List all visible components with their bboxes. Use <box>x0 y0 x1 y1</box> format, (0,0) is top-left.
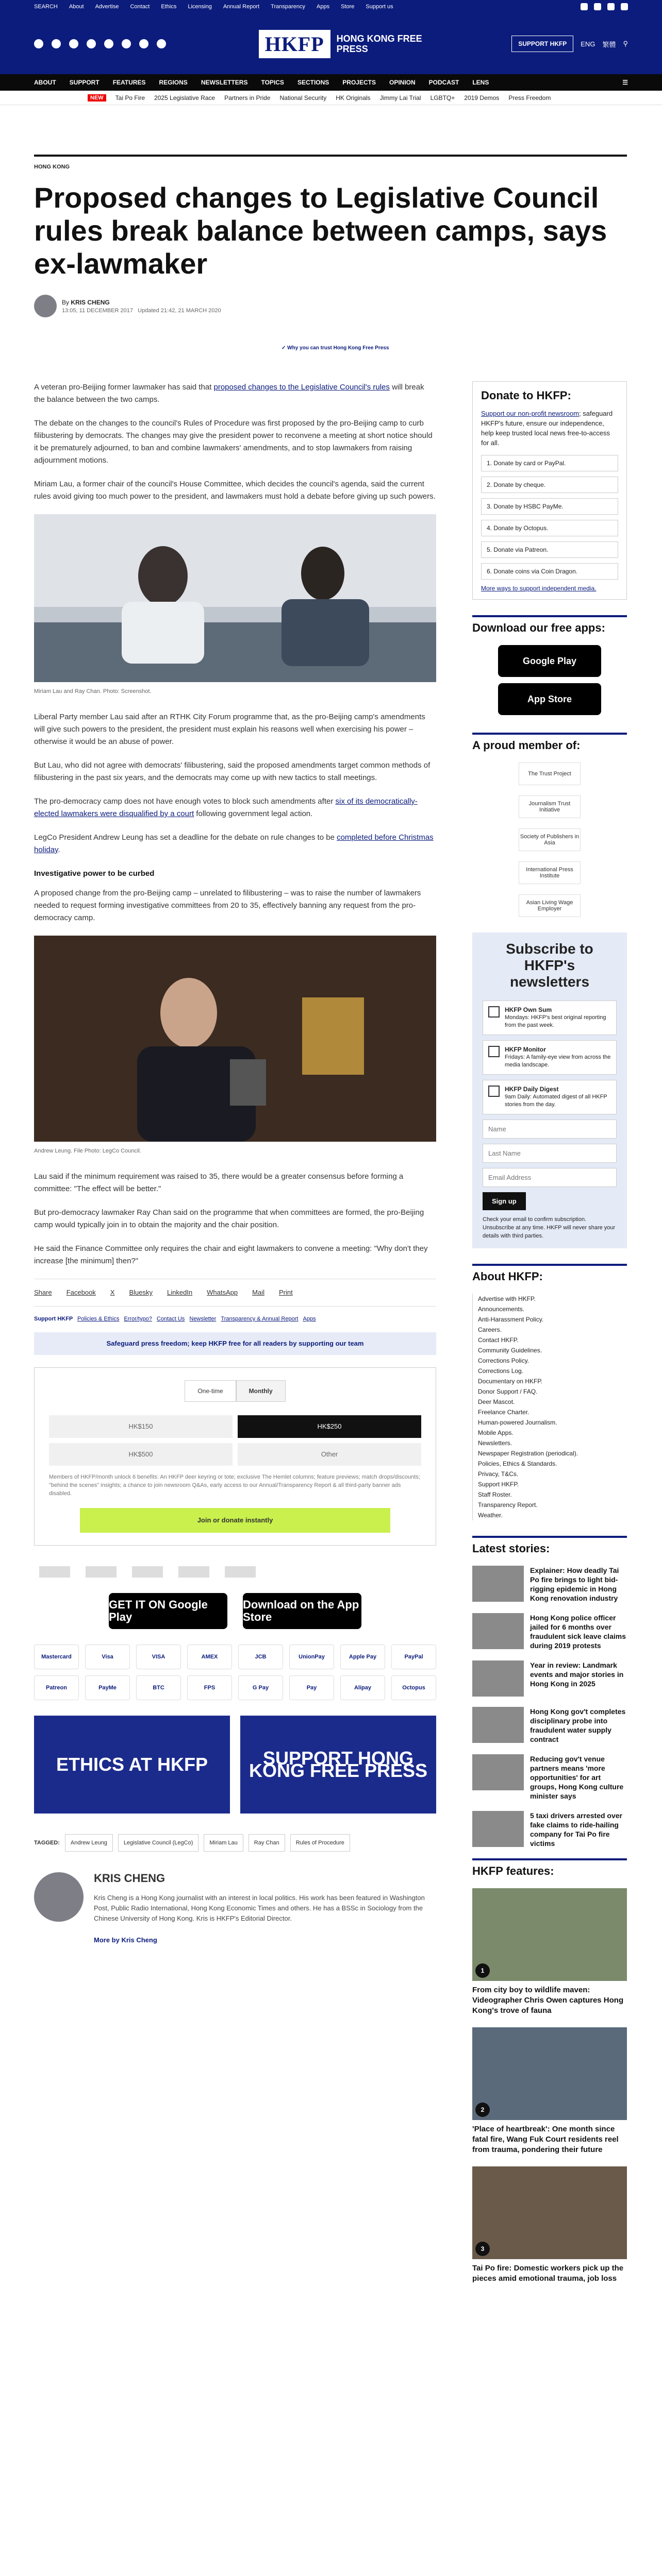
about-box <box>472 1264 627 1520</box>
paragraph: The pro-democracy camp does not have enough votes to block such amendments after six of its democratically-elected lawmakers were disqualified by a court following government legal action. <box>34 797 418 818</box>
donate-option[interactable]: 3. Donate by HSBC PayMe. <box>481 498 618 515</box>
donate-text: Support our non-profit newsroom; safeguard HKFP's future, ensure our independence, help keep trusted local news free-to-access for all. <box>481 410 613 447</box>
story-item[interactable]: Year in review: Landmark events and major stories in Hong Kong in 2025 <box>472 1660 627 1697</box>
facebook-icon[interactable] <box>581 3 588 10</box>
app-store-badge[interactable]: App Store <box>498 683 601 715</box>
topbar-about[interactable]: About <box>69 4 84 10</box>
newsletter-option[interactable]: HKFP Own Sum Mondays: HKFP's best original reporting from the past week. <box>483 1001 617 1035</box>
topbar-apps[interactable]: Apps <box>317 4 330 10</box>
story-item[interactable]: Explainer: How deadly Tai Po fire brings to light bid-rigging epidemic in Hong Kong renovation industry <box>472 1566 627 1603</box>
about-link[interactable]: Privacy, T&Cs. <box>478 1470 519 1478</box>
story-item[interactable]: Hong Kong gov't completes disciplinary probe into fraudulent water supply contract <box>472 1707 627 1744</box>
donate-option[interactable]: 2. Donate by cheque. <box>481 477 618 493</box>
checkbox[interactable] <box>488 1086 500 1097</box>
photo-lau-chan <box>34 514 436 682</box>
donate-option[interactable]: 1. Donate by card or PayPal. <box>481 455 618 471</box>
nav-podcast[interactable]: PODCAST <box>428 79 459 86</box>
subnav-item[interactable]: Tai Po Fire <box>115 94 145 101</box>
bio-text: Kris Cheng is a Hong Kong journalist with an interest in local politics. His work has been featured in Washington Post, Public Radio International, Hong Kong Economic Times and others. He has a BSSc in Sociology from the Chinese University of Hong Kong. Kris is HKFP's Editorial Director. <box>94 1894 425 1922</box>
subnav-item[interactable]: 2025 Legislative Race <box>154 94 216 101</box>
tag[interactable]: Miriam Lau <box>204 1834 243 1852</box>
about-link[interactable]: Human-powered Journalism. <box>478 1419 557 1426</box>
subnav-item[interactable]: Jimmy Lai Trial <box>379 94 421 101</box>
topbar-licensing[interactable]: Licensing <box>188 4 212 10</box>
tag[interactable]: Legislative Council (LegCo) <box>118 1834 199 1852</box>
article-photo <box>34 936 436 1142</box>
google-play-badge[interactable]: Google Play <box>498 645 601 677</box>
about-link[interactable]: Support HKFP. <box>478 1481 519 1488</box>
payment-logo: FPS <box>187 1675 232 1700</box>
story-item[interactable]: Reducing gov't venue partners means 'more opportunities' for art groups, Hong Kong culture minister says <box>472 1754 627 1801</box>
error-link[interactable]: Error/typo? <box>124 1316 152 1322</box>
last-name-field[interactable] <box>483 1144 617 1163</box>
feature-image <box>472 2166 627 2259</box>
topbar-contact[interactable]: Contact <box>130 4 150 10</box>
member-logo[interactable]: Society of Publishers in Asia <box>519 828 581 851</box>
donate-option[interactable]: 5. Donate via Patreon. <box>481 541 618 558</box>
sub-nav <box>0 91 662 105</box>
avatar <box>34 1872 84 1922</box>
payment-logo: Apple Pay <box>340 1645 385 1669</box>
payment-logo: PayPal <box>391 1645 436 1669</box>
nav-regions[interactable]: REGIONS <box>159 79 188 86</box>
apps-link[interactable]: Apps <box>303 1316 316 1322</box>
donate-title: Donate to HKFP: <box>481 389 571 402</box>
author-bio <box>34 1872 436 1957</box>
inline-link[interactable]: proposed changes to the Legislative Council's rules <box>213 383 390 392</box>
search-icon[interactable]: ⚲ <box>623 40 628 47</box>
frequency-toggle <box>49 1380 421 1402</box>
donate-option[interactable]: 6. Donate coins via Coin Dragon. <box>481 563 618 580</box>
member-logo[interactable]: Asian Living Wage Employer <box>519 894 581 917</box>
subnav-item[interactable]: Press Freedom <box>508 94 551 101</box>
tag[interactable]: Andrew Leung <box>65 1834 113 1852</box>
amount-option[interactable]: HK$150 <box>49 1415 233 1438</box>
newsletter-signup <box>472 933 627 1248</box>
feature-image <box>472 1888 627 1981</box>
photo-caption: Miriam Lau and Ray Chan. Photo: Screenshot. <box>34 688 152 694</box>
policies-link[interactable]: Policies & Ethics <box>77 1316 120 1322</box>
logo-text: HONG KONG FREE PRESS <box>336 33 422 54</box>
support-hkfp-button[interactable]: SUPPORT HKFP <box>511 36 573 52</box>
tag[interactable]: Ray Chan <box>249 1834 285 1852</box>
about-link[interactable]: Documentary on HKFP. <box>478 1378 543 1385</box>
share-mail[interactable]: Mail <box>252 1289 264 1296</box>
youtube-icon[interactable] <box>621 3 628 10</box>
subheading: Investigative power to be curbed <box>34 869 155 878</box>
app-badges <box>472 645 627 715</box>
x-icon[interactable] <box>594 3 601 10</box>
newsletter-title: Subscribe to HKFP's newsletters <box>506 941 593 990</box>
amount-option[interactable]: Other <box>238 1443 421 1466</box>
subnav-item[interactable]: HK Originals <box>336 94 371 101</box>
about-link[interactable]: Mobile Apps. <box>478 1429 514 1436</box>
ipi-logo <box>178 1566 209 1578</box>
about-link[interactable]: Deer Mascot. <box>478 1398 515 1405</box>
payment-logo: PayMe <box>85 1675 130 1700</box>
tag[interactable]: Rules of Procedure <box>290 1834 350 1852</box>
publish-date: 13:05, 11 DECEMBER 2017 <box>62 307 133 314</box>
tab-monthly[interactable]: Monthly <box>236 1380 286 1402</box>
story-thumbnail <box>472 1613 524 1649</box>
newsletter-option[interactable]: HKFP Monitor Fridays: A family-eye view from across the media landscape. <box>483 1040 617 1075</box>
google-play-badge[interactable]: GET IT ON Google Play <box>109 1593 227 1629</box>
donate-box <box>472 381 627 600</box>
linkedin-icon[interactable] <box>122 39 131 48</box>
feature-item[interactable]: 1 From city boy to wildlife maven: Videographer Chris Owen captures Hong Kong's trove of fauna <box>472 1888 627 2016</box>
byline <box>34 295 627 317</box>
about-link[interactable]: Donor Support / FAQ. <box>478 1388 538 1395</box>
about-title: About HKFP: <box>472 1264 627 1283</box>
about-link[interactable]: Policies, Ethics & Standards. <box>478 1460 557 1467</box>
store-badges <box>34 1593 436 1629</box>
divider <box>34 155 627 157</box>
trust-project-logo <box>39 1566 70 1578</box>
app-store-badge[interactable]: Download on the App Store <box>243 1593 361 1629</box>
article-category[interactable]: HONG KONG <box>34 164 70 170</box>
facebook-icon[interactable] <box>34 39 43 48</box>
share-whatsapp[interactable]: WhatsApp <box>207 1289 238 1296</box>
about-link[interactable]: Careers. <box>478 1326 502 1333</box>
amount-options <box>49 1415 421 1466</box>
about-link[interactable]: Announcements. <box>478 1306 525 1313</box>
article-photo <box>34 514 436 682</box>
subnav-item[interactable]: 2019 Demos <box>464 94 500 101</box>
latest-title: Latest stories: <box>472 1536 627 1555</box>
about-link[interactable]: Weather. <box>478 1512 503 1519</box>
trust-text: Why you can trust Hong Kong Free Press <box>287 345 389 351</box>
topbar-store[interactable]: Store <box>341 4 355 10</box>
member-logo[interactable]: International Press Institute <box>519 861 581 884</box>
more-ways-link[interactable]: More ways to support independent media. <box>481 585 597 592</box>
share-print[interactable]: Print <box>278 1289 293 1296</box>
payment-logo: Pay <box>289 1675 334 1700</box>
feature-item[interactable]: 3 Tai Po fire: Domestic workers pick up the pieces amid emotional trauma, job loss <box>472 2166 627 2284</box>
photo-andrew-leung <box>34 936 436 1142</box>
donation-widget <box>34 1367 436 1546</box>
nav-lens[interactable]: LENS <box>472 79 489 86</box>
subnav-item[interactable]: LGBTQ+ <box>430 94 455 101</box>
sidebar <box>472 381 627 2295</box>
nav-sections[interactable]: SECTIONS <box>297 79 329 86</box>
payment-logo: Patreon <box>34 1675 79 1700</box>
newsletter-link[interactable]: Newsletter <box>189 1316 217 1322</box>
youtube-icon[interactable] <box>87 39 96 48</box>
about-link[interactable]: Anti-Harassment Policy. <box>478 1316 544 1323</box>
masthead <box>0 13 662 74</box>
payment-logo: JCB <box>238 1645 283 1669</box>
support-promo[interactable]: SUPPORT HONG KONG FREE PRESS <box>240 1716 436 1814</box>
features-title: HKFP features: <box>472 1858 627 1878</box>
member-title: A proud member of: <box>472 733 627 752</box>
nav-support[interactable]: SUPPORT <box>69 79 100 86</box>
paragraph: LegCo President Andrew Leung has set a deadline for the debate on rule changes to be completed before Christmas holiday. <box>34 833 434 854</box>
join-donate-button[interactable]: Join or donate instantly <box>80 1508 390 1533</box>
feature-number: 2 <box>475 2103 490 2117</box>
main-nav <box>0 74 662 91</box>
donation-note: Members of HKFP/month unlock 6 benefits: An HKFP deer keyring or tote; exclusive The Hemlet columns; feature previews; match drops/discounts; "behind the scenes" insights; a chance to join newsroom Q&As, early access to our Annual/Transparency Report & all third-party banner ads disabled. <box>49 1474 420 1497</box>
paragraph: Liberal Party member Lau said after an RTHK City Forum programme that, as the pro-Beijing camp's amendments will give such powers to the president, the president must explain his reasons well when exercising his power – otherwise it would be an abuse of power. <box>34 713 425 746</box>
contact-link[interactable]: Contact Us <box>156 1316 185 1322</box>
member-logos <box>472 762 627 917</box>
paragraph: A veteran pro-Beijing former lawmaker has said that proposed changes to the Legislative Council's rules will break the balance between the two camps. <box>34 383 424 404</box>
inline-link[interactable]: six of its democratically-elected lawmakers were disqualified by a court <box>34 797 418 818</box>
more-by-author-link[interactable]: More by Kris Cheng <box>94 1936 157 1944</box>
nav-newsletters[interactable]: NEWSLETTERS <box>201 79 248 86</box>
checkbox[interactable] <box>488 1046 500 1057</box>
payment-logo: VISA <box>136 1645 181 1669</box>
story-item[interactable]: Hong Kong police officer jailed for 6 months over fraudulent sick leave claims during 2019 protests <box>472 1613 627 1650</box>
transparency-link[interactable]: Transparency & Annual Report <box>221 1316 299 1322</box>
about-link[interactable]: Corrections Log. <box>478 1367 524 1375</box>
menu-icon[interactable]: ☰ <box>622 79 628 86</box>
promo-banners <box>34 1716 436 1814</box>
lang-chinese[interactable]: 繁體 <box>602 40 616 48</box>
features-list <box>472 1858 627 2284</box>
paragraph: But pro-democracy lawmaker Ray Chan said on the programme that when committees are formed, the pro-Beijing camp would typically join in to obtain the majority and the chair position. <box>34 1208 424 1229</box>
share-bluesky[interactable]: Bluesky <box>129 1289 153 1296</box>
payment-logo: Alipay <box>340 1675 385 1700</box>
footer-links <box>34 1313 436 1325</box>
about-link[interactable]: Community Guidelines. <box>478 1347 542 1354</box>
about-link[interactable]: Advertise with HKFP. <box>478 1295 536 1302</box>
article-wrap <box>34 155 627 2283</box>
member-logo[interactable]: Journalism Trust Initiative <box>519 795 581 818</box>
feature-number: 3 <box>475 2242 490 2256</box>
checkbox[interactable] <box>488 1006 500 1018</box>
updated-date: Updated 21:42, 21 MARCH 2020 <box>138 307 221 314</box>
paragraph: The debate on the changes to the council's Rules of Procedure was first proposed by the pro-Beijing camp to curb filibustering by democrats. The changes may give the president power to reconvene a meeting at short notice should it be prematurely adjourned, to ban and combine lawmakers' amendments, and to stop lawmakers from raising adjournment motions. <box>34 419 433 465</box>
subnav-item[interactable]: Partners in Pride <box>224 94 271 101</box>
amount-option-selected[interactable]: HK$250 <box>238 1415 421 1438</box>
byline-prefix: By <box>62 298 70 306</box>
about-link[interactable]: Freelance Charter. <box>478 1409 529 1416</box>
share-x[interactable]: X <box>110 1289 115 1296</box>
tagged-label: TAGGED: <box>34 1840 60 1846</box>
paragraph: He said the Finance Committee only requires the chair and eight lawmakers to convene a meeting: "Why don't they increase [the minimum] then?" <box>34 1244 428 1265</box>
share-facebook[interactable]: Facebook <box>66 1289 96 1296</box>
donate-link[interactable]: Support our non-profit newsroom <box>481 410 580 417</box>
member-logo[interactable]: The Trust Project <box>519 762 581 785</box>
about-link[interactable]: Newspaper Registration (periodical). <box>478 1450 578 1457</box>
payment-methods <box>34 1645 436 1700</box>
author-name[interactable]: KRIS CHENG <box>71 298 110 306</box>
feature-item[interactable]: 2 'Place of heartbreak': One month since fatal fire, Wang Fuk Court residents reel from trauma, pondering their future <box>472 2027 627 2155</box>
sopa-logo <box>132 1566 163 1578</box>
photo-caption: Andrew Leung. File Photo: LegCo Council. <box>34 1148 141 1154</box>
bio-name[interactable]: KRIS CHENG <box>94 1872 166 1885</box>
new-badge: NEW <box>88 94 106 101</box>
story-thumbnail <box>472 1707 524 1743</box>
payment-logo: G Pay <box>238 1675 283 1700</box>
newsletter-note: Check your email to confirm subscription. Unsubscribe at any time. HKFP will never share your details with third parties. <box>483 1216 616 1239</box>
story-item[interactable]: 5 taxi drivers arrested over fake claims to ride-hailing company for Tai Po fire victims <box>472 1811 627 1848</box>
nav-features[interactable]: FEATURES <box>112 79 146 86</box>
living-wage-logo <box>225 1566 256 1578</box>
support-link[interactable]: Support HKFP <box>34 1316 73 1322</box>
payment-logo: AMEX <box>187 1645 232 1669</box>
telegram-icon[interactable] <box>139 39 148 48</box>
payment-logo: Visa <box>85 1645 130 1669</box>
story-thumbnail <box>472 1811 524 1847</box>
site-logo[interactable] <box>259 30 440 58</box>
top-bar <box>0 0 662 13</box>
instagram-icon[interactable] <box>69 39 78 48</box>
threads-icon[interactable] <box>104 39 113 48</box>
nav-topics[interactable]: TOPICS <box>261 79 284 86</box>
share-label[interactable]: Share <box>34 1289 52 1296</box>
amount-option[interactable]: HK$500 <box>49 1443 233 1466</box>
about-link[interactable]: Contact HKFP. <box>478 1336 519 1344</box>
topbar-advertise[interactable]: Advertise <box>95 4 119 10</box>
partner-logos <box>34 1566 436 1578</box>
name-field[interactable] <box>483 1120 617 1139</box>
email-field[interactable] <box>483 1168 617 1187</box>
lang-english[interactable]: ENG <box>581 40 595 48</box>
apps-title: Download our free apps: <box>472 615 627 635</box>
nav-about[interactable]: ABOUT <box>34 79 56 86</box>
feature-image <box>472 2027 627 2120</box>
signup-button[interactable]: Sign up <box>483 1192 526 1210</box>
topbar-support[interactable]: Support us <box>366 4 393 10</box>
payment-logo: UnionPay <box>289 1645 334 1669</box>
newsletter-option[interactable]: HKFP Daily Digest 9am Daily: Automated digest of all HKFP stories from the day. <box>483 1080 617 1114</box>
logo-mark: HKFP <box>259 30 330 58</box>
payment-logo: Octopus <box>391 1675 436 1700</box>
avatar <box>34 295 57 317</box>
article-body <box>34 381 436 1957</box>
latest-stories <box>472 1536 627 1848</box>
jti-logo <box>86 1566 117 1578</box>
support-banner[interactable]: Safeguard press freedom; keep HKFP free for all readers by supporting our team <box>34 1332 436 1355</box>
tab-one-time[interactable]: One-time <box>185 1380 236 1402</box>
topbar-ethics[interactable]: Ethics <box>161 4 177 10</box>
topbar-annual-report[interactable]: Annual Report <box>223 4 260 10</box>
ethics-promo[interactable]: ETHICS AT HKFP <box>34 1716 230 1814</box>
payment-logo: BTC <box>136 1675 181 1700</box>
story-thumbnail <box>472 1660 524 1697</box>
share-linkedin[interactable]: LinkedIn <box>167 1289 193 1296</box>
feature-number: 1 <box>475 1963 490 1978</box>
about-link[interactable]: Transparency Report. <box>478 1501 538 1509</box>
story-thumbnail <box>472 1566 524 1602</box>
trust-link[interactable]: ✓ Why you can trust Hong Kong Free Press <box>282 345 389 351</box>
nav-opinion[interactable]: OPINION <box>389 79 416 86</box>
subnav-item[interactable]: National Security <box>279 94 327 101</box>
share-bar <box>34 1279 436 1307</box>
rss-icon[interactable] <box>157 39 166 48</box>
about-link[interactable]: Corrections Policy. <box>478 1357 529 1364</box>
about-link[interactable]: Newsletters. <box>478 1439 512 1447</box>
about-link[interactable]: Staff Roster. <box>478 1491 512 1498</box>
paragraph: A proposed change from the pro-Beijing camp – unrelated to filibustering – was to raise the number of lawmakers needed to request forming investigative committees from 20 to 35, effectively banning any request from the pro-democracy camp. <box>34 889 421 922</box>
tag-list <box>34 1834 436 1852</box>
article-title: Proposed changes to Legislative Council rules break balance between camps, says ex-lawmaker <box>34 181 607 280</box>
payment-logo: Mastercard <box>34 1645 79 1669</box>
topbar-search[interactable]: SEARCH <box>34 4 58 10</box>
inline-link[interactable]: completed before Christmas holiday <box>34 833 434 854</box>
nav-projects[interactable]: PROJECTS <box>342 79 376 86</box>
donate-option[interactable]: 4. Donate by Octopus. <box>481 520 618 536</box>
x-icon[interactable] <box>52 39 61 48</box>
instagram-icon[interactable] <box>607 3 615 10</box>
paragraph: But Lau, who did not agree with democrats' filibustering, said the proposed amendments target common methods of filibustering in the past six years, and the democrats may come up with new tactics to stall meetings. <box>34 761 431 782</box>
story-thumbnail <box>472 1754 524 1790</box>
paragraph: Lau said if the minimum requirement was raised to 35, there would be a greater consensus before forming a committee: "The effect will be better." <box>34 1172 404 1193</box>
topbar-transparency[interactable]: Transparency <box>271 4 305 10</box>
paragraph: Miriam Lau, a former chair of the council's House Committee, which decides the council's agenda, said the current rules avoid giving too much power to the president, and lawmakers must hold a debate before giving up such powers. <box>34 480 436 501</box>
